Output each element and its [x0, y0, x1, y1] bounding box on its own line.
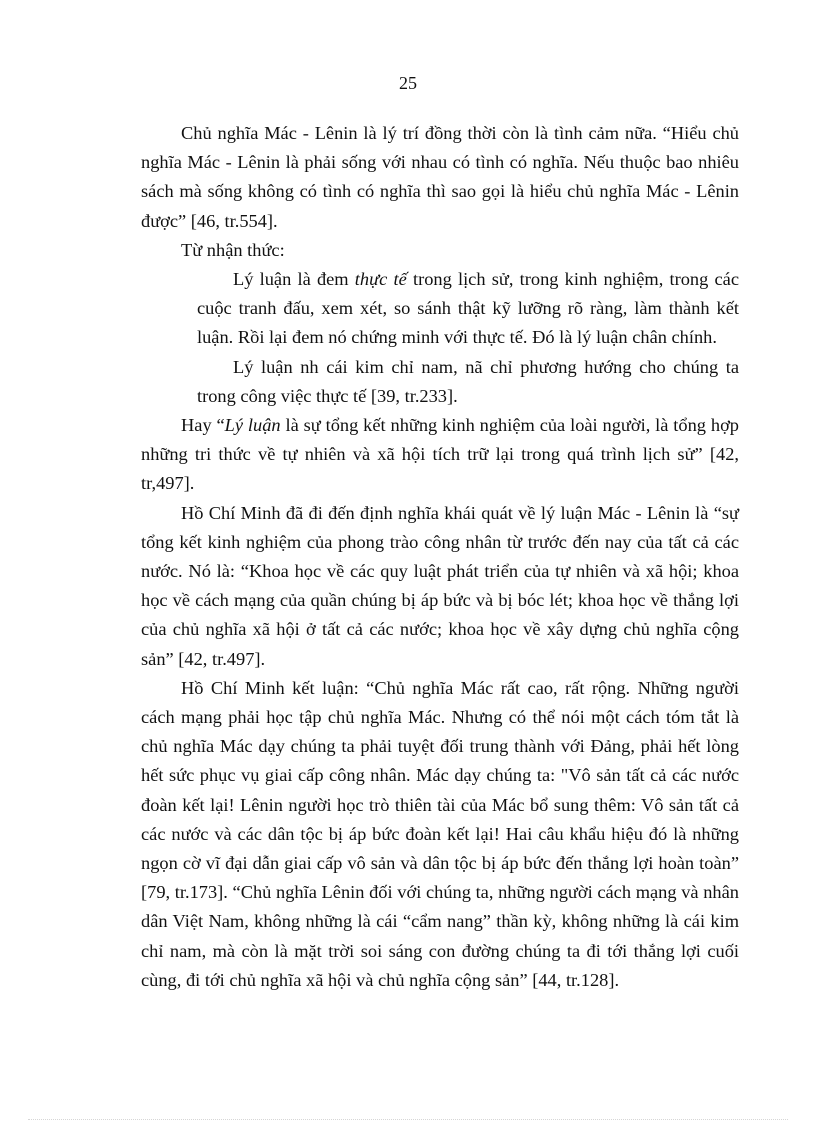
paragraph-1: Chủ nghĩa Mác - Lênin là lý trí đồng thời còn là tình cảm nữa. “Hiểu chủ nghĩa Mác - Lênin là phải sống với nhau có tình có nghĩa. Nếu thuộc bao nhiêu sách mà sống không có tình có nghĩa thì sao gọi là hiểu chủ nghĩa Mác - Lênin được” [46, tr.554]. [141, 123, 739, 231]
block-quote-1 [197, 265, 739, 353]
quote-1-before: Lý luận là đem [233, 269, 355, 290]
paragraph-4: Hồ Chí Minh đã đi đến định nghĩa khái quát về lý luận Mác - Lênin là “sự tổng kết kinh nghiệm của phong trào công nhân từ trước đến nay của tất cả các nước. Nó là: “Khoa học về các quy luật phát triển của tự nhiên và xã hội; khoa học về cách mạng của quần chúng bị áp bức và bị bóc lét; khoa học về thắng lợi của chủ nghĩa xã hội ở tất cả các nước; khoa học về xây dựng chủ nghĩa cộng sản” [42, tr.497]. [141, 502, 739, 669]
quote-1-emphasis: thực tế [354, 269, 407, 290]
page-bottom-divider [28, 1119, 788, 1120]
paragraph-3-before: Hay “ [181, 415, 225, 436]
paragraph-3 [141, 411, 739, 499]
quote-1-after: trong lịch sử, trong kinh nghiệm, trong các cuộc tranh đấu, xem xét, so sánh thật kỹ lưỡng rõ ràng, làm thành kết luận. Rồi lại đem nó chứng minh với thực tế. Đó là lý luận chân chính. [197, 269, 739, 348]
paragraph-2: Từ nhận thức: [181, 239, 285, 260]
body-text [141, 119, 739, 995]
paragraph-3-after: là sự tổng kết những kinh nghiệm của loài người, là tổng hợp những tri thức về tự nhiên và xã hội tích trữ lại trong quá trình lịch sử” [42, tr,497]. [141, 415, 739, 494]
paragraph-5: Hồ Chí Minh kết luận: “Chủ nghĩa Mác rất cao, rất rộng. Những người cách mạng phải học tập chủ nghĩa Mác. Nhưng có thể nói một cách tóm tắt là chủ nghĩa Mác dạy chúng ta phải tuyệt đối trung thành với Đảng, phải hết lòng hết sức phục vụ giai cấp công nhân. Mác dạy chúng ta: "Vô sản tất cả các nước đoàn kết lại! Lênin người học trò thiên tài của Mác bổ sung thêm: Vô sản tất cả các nước và các dân tộc bị áp bức đoàn kết lại! Hai câu khẩu hiệu đó là những ngọn cờ vĩ đại dẫn giai cấp vô sản và dân tộc bị áp bức đến thắng lợi hoàn toàn” [79, tr.173]. “Chủ nghĩa Lênin đối với chúng ta, những người cách mạng và nhân dân Việt Nam, không những là cái “cẩm nang” thần kỳ, không những là cái kim chỉ nam, mà còn là mặt trời soi sáng con đường chúng ta đi tới thắng lợi cuối cùng, đi tới chủ nghĩa xã hội và chủ nghĩa cộng sản” [44, tr.128]. [141, 677, 739, 990]
page-number: 25 [399, 73, 417, 93]
block-quote-2: Lý luận nh cái kim chỉ nam, nã chỉ phương hướng cho chúng ta trong công việc thực tế [39, tr.233]. [197, 356, 739, 406]
paragraph-3-emphasis: Lý luận [224, 415, 281, 436]
